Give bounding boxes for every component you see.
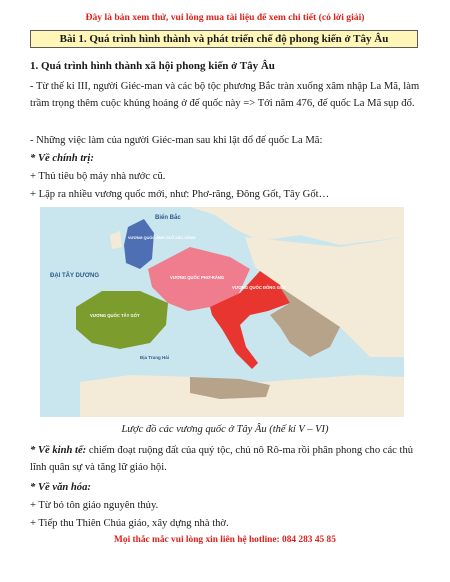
paragraph-intro: - Từ thế kỉ III, người Giéc-man và các bộ tộc phương Bắc tràn xuống xâm nhập La Mã, làm trầm trọng thêm cuộc khủng hoảng ở đế quốc này => Tới năm 476, đế quốc La Mã sụp đổ. (30, 81, 420, 109)
economic-label: * Về kinh tế: (30, 445, 87, 456)
footer-hotline: Mọi thắc mắc vui lòng xin liên hệ hotline: 084 283 45 85 (114, 535, 336, 545)
map-label-frank: VƯƠNG QUỐC PHƠ-RĂNG (170, 275, 225, 280)
economic-paragraph (30, 442, 422, 476)
culture-item: + Từ bỏ tôn giáo nguyên thủy. (30, 500, 159, 511)
map-caption: Lược đồ các vương quốc ở Tây Âu (thế kỉ V – VI) (121, 424, 329, 435)
culture-item: + Tiếp thu Thiên Chúa giáo, xây dựng nhà thờ. (30, 518, 229, 529)
map-label-anglo-saxon: VƯƠNG QUỐC ĂNG-GLÔ XẮC-XÔNG (128, 236, 196, 240)
section-heading: 1. Quá trình hình thành xã hội phong kiến ở Tây Âu (30, 60, 275, 72)
map-label-ocean: ĐẠI TÂY DƯƠNG (50, 273, 99, 279)
historical-map (40, 207, 404, 417)
paragraph-actions: - Những việc làm của người Giéc-man sau khi lật đổ đế quốc La Mã: (30, 135, 323, 146)
preview-notice: Đây là bản xem thử, vui lòng mua tài liệu để xem chi tiết (có lời giải) (85, 12, 365, 23)
lesson-title: Bài 1. Quá trình hình thành và phát triển chế độ phong kiến ở Tây Âu (30, 30, 418, 48)
culture-heading: * Về văn hóa: (30, 482, 91, 493)
map-label-visigoth: VƯƠNG QUỐC TÂY GỐT (90, 313, 140, 318)
map-label-ostrogoth: VƯƠNG QUỐC ĐÔNG GỐT (232, 285, 286, 290)
economic-text: chiếm đoạt ruộng đất của quý tộc, chủ nô Rô-ma rồi phân phong cho các thủ lĩnh quân sự và tăng lữ giáo hội. (30, 445, 414, 473)
map-graphic (40, 207, 404, 417)
map-label-mediterranean: Địa Trung Hải (140, 355, 170, 360)
political-item: + Lập ra nhiều vương quốc mới, như: Phơ-răng, Đông Gốt, Tây Gốt… (30, 189, 330, 200)
political-heading: * Về chính trị: (30, 153, 94, 164)
political-item: + Thủ tiêu bộ máy nhà nước cũ. (30, 171, 166, 182)
map-label-north-sea: Biển Bắc (155, 215, 181, 221)
